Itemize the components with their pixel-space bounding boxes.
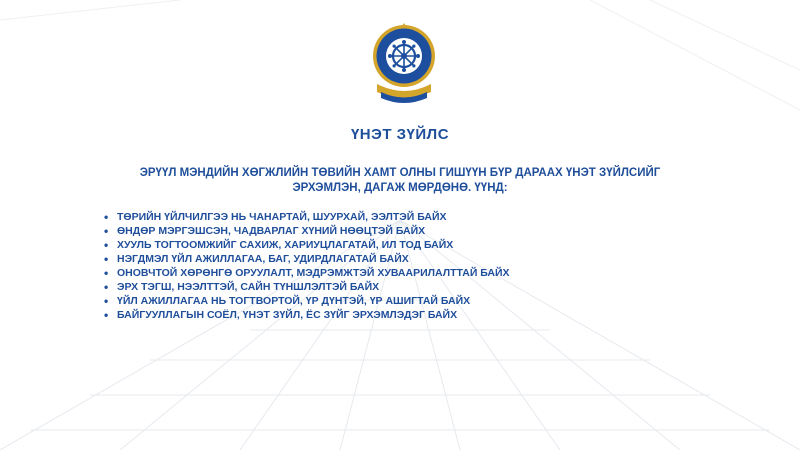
page-title: ҮНЭТ ЗҮЙЛС	[350, 126, 450, 143]
bullet-icon: •	[104, 238, 109, 252]
value-text: ӨНДӨР МЭРГЭШСЭН, ЧАДВАРЛАГ ХҮНИЙ НӨӨЦТЭЙ БАЙХ	[117, 225, 426, 237]
value-item	[104, 238, 510, 252]
value-item	[104, 266, 510, 280]
bullet-icon: •	[104, 224, 109, 238]
value-text: ОНОВЧТОЙ ХӨРӨНГӨ ОРУУЛАЛТ, МЭДРЭМЖТЭЙ ХУВААРИЛАЛТТАЙ БАЙХ	[117, 267, 510, 279]
value-item	[104, 280, 510, 294]
value-item	[104, 252, 510, 266]
intro-line-1: ЭРҮҮЛ МЭНДИЙН ХӨГЖЛИЙН ТӨВИЙН ХАМТ ОЛНЫ ГИШҮҮН БҮР ДАРААХ ҮНЭТ ЗҮЙЛСИЙГ	[139, 167, 661, 179]
value-item	[104, 210, 510, 224]
value-text: НЭГДМЭЛ ҮЙЛ АЖИЛЛАГАА, БАГ, УДИРДЛАГАТАЙ БАЙХ	[117, 253, 409, 265]
values-list	[104, 210, 510, 322]
bullet-icon: •	[104, 280, 109, 294]
value-text: БАЙГУУЛЛАГЫН СОЁЛ, ҮНЭТ ЗҮЙЛ, ЁС ЗҮЙГ ЭРХЭМЛЭДЭГ БАЙХ	[117, 309, 458, 321]
value-text: ҮЙЛ АЖИЛЛАГАА НЬ ТОГТВОРТОЙ, ҮР ДҮНТЭЙ, ҮР АШИГТАЙ БАЙХ	[117, 295, 471, 307]
value-item	[104, 294, 510, 308]
intro-line-2: ЭРХЭМЛЭН, ДАГАЖ МӨРДӨНӨ. ҮҮНД:	[292, 182, 508, 194]
bullet-icon: •	[104, 252, 109, 266]
value-text: ЭРХ ТЭГШ, НЭЭЛТТЭЙ, САЙН ТҮНШЛЭЛТЭЙ БАЙХ	[117, 281, 380, 293]
bullet-icon: •	[104, 308, 109, 322]
value-item	[104, 224, 510, 238]
intro-paragraph	[100, 166, 700, 196]
ministry-emblem-icon	[367, 20, 441, 108]
bullet-icon: •	[104, 294, 109, 308]
bullet-icon: •	[104, 210, 109, 224]
value-text: ТӨРИЙН ҮЙЛЧИЛГЭЭ НЬ ЧАНАРТАЙ, ШУУРХАЙ, ЭЭЛТЭЙ БАЙХ	[117, 211, 447, 223]
value-item	[104, 308, 510, 322]
bullet-icon: •	[104, 266, 109, 280]
value-text: ХУУЛЬ ТОГТООМЖИЙГ САХИЖ, ХАРИУЦЛАГАТАЙ, ИЛ ТОД БАЙХ	[117, 239, 454, 251]
